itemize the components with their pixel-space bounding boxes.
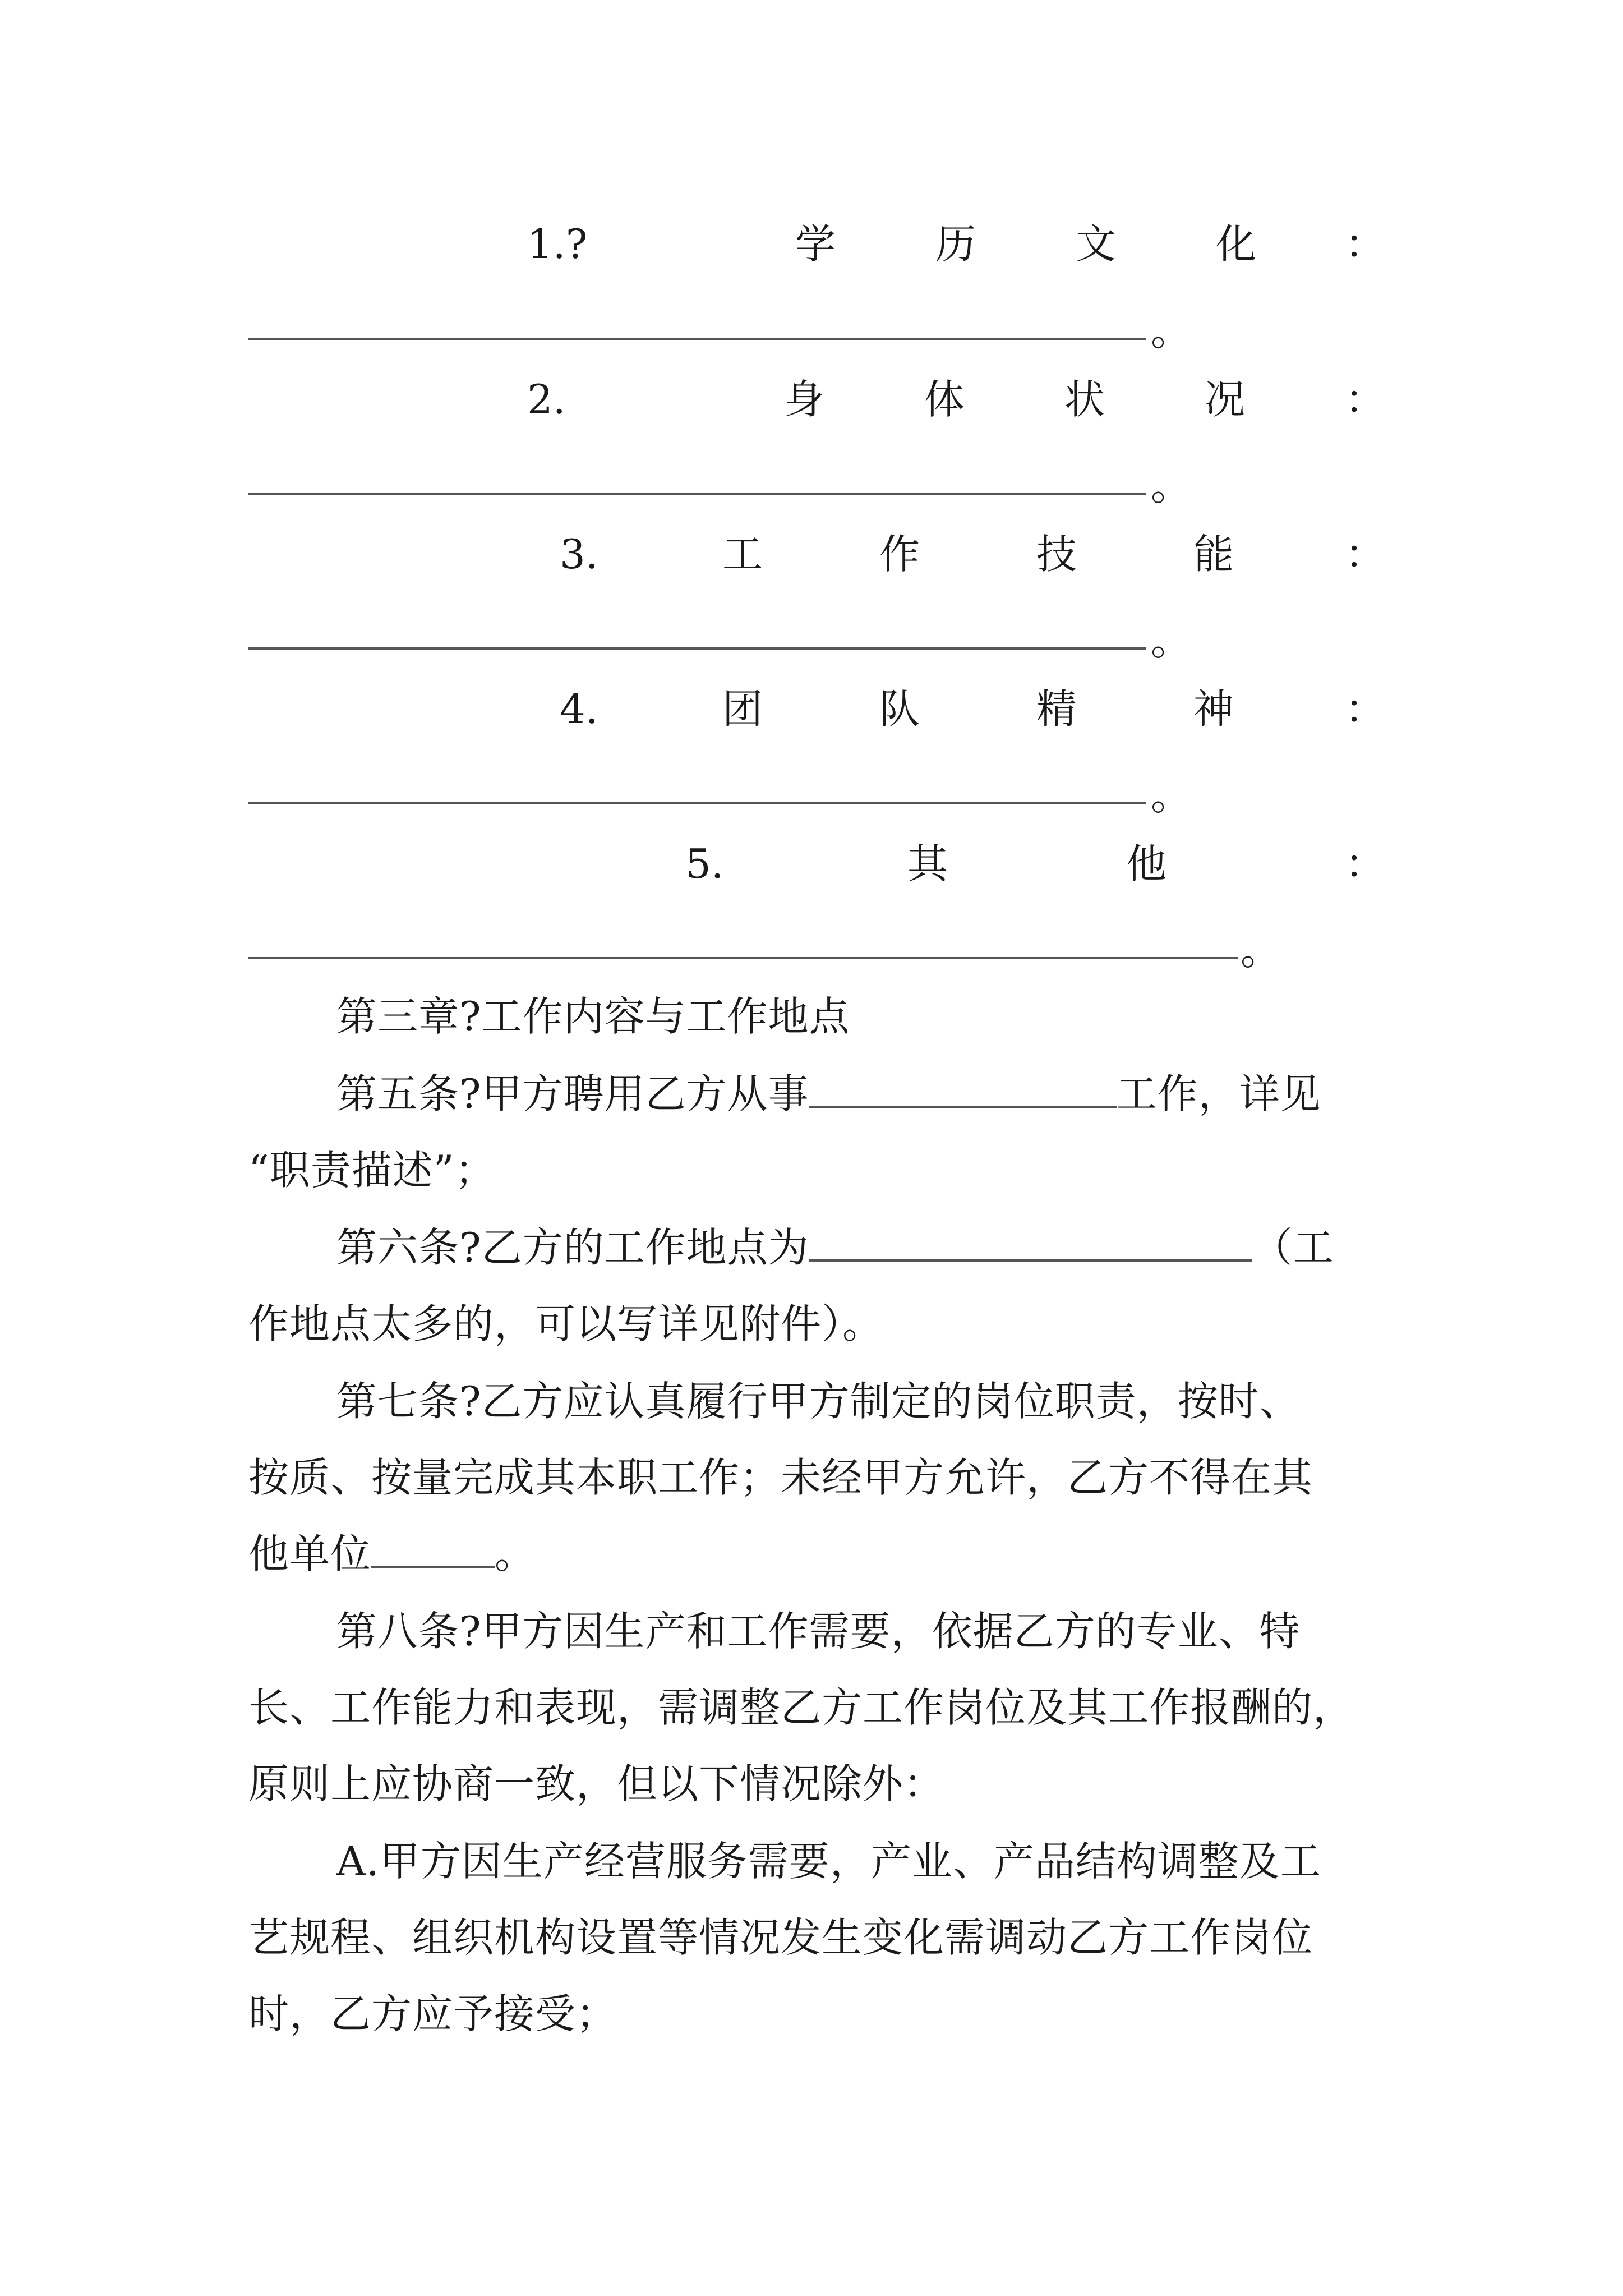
item-char: 工 bbox=[722, 531, 763, 578]
line-end-period: 。 bbox=[1151, 772, 1192, 819]
line-end-period: 。 bbox=[1151, 462, 1192, 509]
item-colon: ： bbox=[1345, 531, 1386, 578]
item-colon: ： bbox=[1345, 840, 1386, 887]
line-end-period: 。 bbox=[1151, 617, 1192, 664]
item-char: 精 bbox=[1036, 685, 1077, 733]
item-char: 状 bbox=[1064, 376, 1105, 423]
requirement-item-1 bbox=[0, 216, 1623, 272]
article-7-text: 。 bbox=[495, 1530, 536, 1577]
clause-a-line-2: 艺规程、组织机构设置等情况发生变化需调动乙方工作岗位 bbox=[248, 1914, 1313, 1961]
item-number: 1.? bbox=[527, 220, 588, 268]
item-colon: ： bbox=[1345, 220, 1386, 268]
article-7-text: 他单位 bbox=[248, 1530, 372, 1577]
item-char: 他 bbox=[1126, 840, 1167, 887]
article-7-line-2: 按质、按量完成其本职工作；未经甲方允许，乙方不得在其 bbox=[248, 1454, 1313, 1501]
requirement-item-4 bbox=[0, 681, 1623, 737]
fill-in-blank[interactable] bbox=[248, 338, 1146, 340]
article-6-text: （工 bbox=[1252, 1224, 1334, 1271]
fill-in-blank[interactable] bbox=[809, 1066, 1117, 1108]
item-char: 神 bbox=[1193, 685, 1234, 733]
item-char: 队 bbox=[879, 685, 920, 733]
article-7-line-1: 第七条?乙方应认真履行甲方制定的岗位职责，按时、 bbox=[336, 1378, 1301, 1425]
article-6-line-1 bbox=[336, 1220, 1334, 1276]
article-5-line-1 bbox=[336, 1066, 1321, 1122]
article-8-line-1: 第八条?甲方因生产和工作需要，依据乙方的专业、特 bbox=[336, 1608, 1301, 1655]
item-number: 4. bbox=[560, 685, 598, 733]
item-number: 5. bbox=[685, 840, 724, 887]
clause-a-line-3: 时，乙方应予接受； bbox=[248, 1990, 617, 2037]
fill-in-blank[interactable] bbox=[809, 1220, 1252, 1262]
item-char: 体 bbox=[924, 376, 965, 423]
requirement-item-5 bbox=[0, 836, 1623, 892]
article-8-line-2: 长、工作能力和表现，需调整乙方工作岗位及其工作报酬的， bbox=[248, 1684, 1354, 1731]
item-char: 化 bbox=[1216, 220, 1257, 268]
item-colon: ： bbox=[1345, 376, 1386, 423]
fill-in-blank[interactable] bbox=[248, 493, 1146, 495]
fill-in-blank[interactable] bbox=[248, 647, 1146, 650]
line-end-period: 。 bbox=[1241, 927, 1281, 974]
item-number: 3. bbox=[560, 531, 598, 578]
item-char: 文 bbox=[1076, 220, 1117, 268]
fill-in-blank[interactable] bbox=[248, 802, 1146, 804]
item-char: 团 bbox=[722, 685, 763, 733]
article-5-line-2: “职责描述”； bbox=[248, 1147, 496, 1194]
item-char: 身 bbox=[784, 376, 825, 423]
item-char: 作 bbox=[879, 531, 920, 578]
item-number: 2. bbox=[527, 376, 566, 423]
requirement-item-2 bbox=[0, 371, 1623, 427]
fill-in-blank[interactable] bbox=[371, 1526, 495, 1568]
article-6-text: 第六条?乙方的工作地点为 bbox=[336, 1224, 809, 1271]
item-char: 况 bbox=[1205, 376, 1246, 423]
article-5-text: 第五条?甲方聘用乙方从事 bbox=[336, 1070, 809, 1117]
item-char: 技 bbox=[1036, 531, 1077, 578]
item-char: 历 bbox=[935, 220, 976, 268]
item-colon: ： bbox=[1345, 685, 1386, 733]
article-5-text: 工作，详见 bbox=[1116, 1070, 1321, 1117]
item-char: 学 bbox=[795, 220, 836, 268]
item-char: 其 bbox=[907, 840, 948, 887]
article-8-line-3: 原则上应协商一致，但以下情况除外： bbox=[248, 1760, 945, 1807]
fill-in-blank[interactable] bbox=[248, 957, 1238, 959]
chapter-heading: 第三章?工作内容与工作地点 bbox=[336, 993, 850, 1040]
requirement-item-3 bbox=[0, 526, 1623, 582]
article-6-line-2: 作地点太多的，可以写详见附件）。 bbox=[248, 1300, 884, 1347]
line-end-period: 。 bbox=[1151, 307, 1192, 355]
item-char: 能 bbox=[1193, 531, 1234, 578]
clause-a-line-1: A.甲方因生产经营服务需要，产业、产品结构调整及工 bbox=[336, 1838, 1321, 1885]
article-7-line-3 bbox=[248, 1526, 536, 1582]
